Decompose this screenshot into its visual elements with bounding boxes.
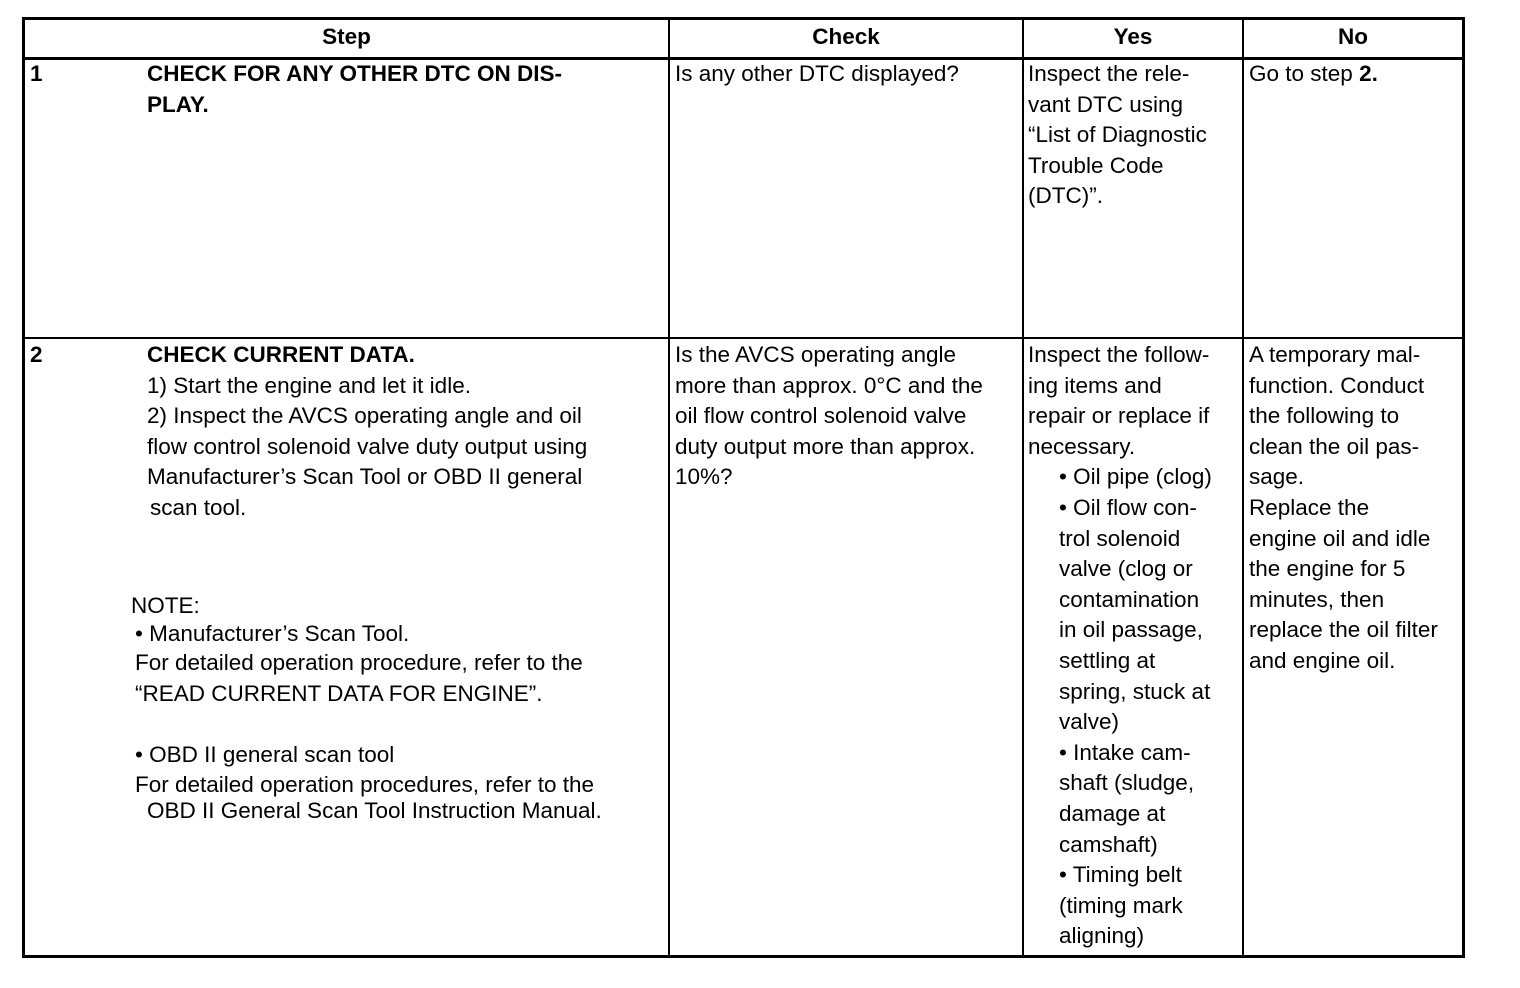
header-step: Step	[322, 24, 371, 49]
yes-item-line: valve)	[1059, 709, 1120, 735]
yes-item: • Oil pipe (clog)	[1059, 464, 1212, 490]
yes-line: “List of Diagnostic	[1028, 122, 1207, 148]
check-line: duty output more than approx.	[675, 433, 976, 459]
step-title-line: CHECK FOR ANY OTHER DTC ON DIS-	[147, 61, 563, 86]
no-line: and engine oil.	[1249, 647, 1396, 673]
column-divider	[1022, 17, 1024, 958]
header-yes: Yes	[1113, 24, 1153, 49]
no-line: Replace the	[1249, 494, 1370, 520]
yes-item-line: camshaft)	[1059, 831, 1158, 857]
yes-item-line: damage at	[1059, 800, 1166, 826]
yes-action	[1028, 340, 1241, 952]
row-divider	[22, 337, 1465, 339]
yes-item-line: settling at	[1059, 647, 1156, 673]
yes-item-line: contamination	[1059, 586, 1200, 612]
check-line: oil flow control solenoid valve	[675, 403, 967, 429]
check-line: 10%?	[675, 464, 733, 490]
no-line: the engine for 5	[1249, 556, 1406, 582]
yes-item: • Intake cam-	[1059, 739, 1191, 765]
yes-item-line: valve (clog or	[1059, 556, 1193, 582]
column-divider	[668, 17, 670, 958]
yes-line: necessary.	[1028, 433, 1136, 459]
note-bullet: • Manufacturer’s Scan Tool.	[135, 621, 410, 646]
no-line: A temporary mal-	[1249, 342, 1421, 367]
no-line: replace the oil filter	[1249, 617, 1438, 643]
note-text	[135, 648, 583, 709]
no-line: minutes, then	[1249, 586, 1385, 612]
note-text-line: “READ CURRENT DATA FOR ENGINE”.	[135, 680, 543, 706]
step-substep-line: scan tool.	[150, 494, 247, 520]
yes-line: ing items and	[1028, 372, 1162, 398]
yes-line: Trouble Code	[1028, 152, 1164, 178]
check-question	[675, 340, 1020, 493]
no-action	[1249, 340, 1463, 677]
header-check: Check	[812, 24, 880, 49]
check-line: Is any other DTC displayed?	[675, 61, 959, 86]
step-substep: 2) Inspect the AVCS operating angle and oil	[147, 403, 582, 429]
step-substep-line: flow control solenoid valve duty output using	[147, 433, 588, 459]
yes-line: vant DTC using	[1028, 91, 1184, 117]
step-title: CHECK CURRENT DATA.	[147, 342, 415, 367]
check-line: more than approx. 0°C and the	[675, 372, 983, 398]
yes-item-line: (timing mark	[1059, 892, 1183, 918]
no-line: engine oil and idle	[1249, 525, 1431, 551]
note-text-line: For detailed operation procedure, refer to the	[135, 650, 583, 675]
no-line: sage.	[1249, 464, 1305, 490]
yes-item-line: trol solenoid	[1059, 525, 1181, 551]
yes-line: Inspect the rele-	[1028, 61, 1190, 86]
yes-item-line: spring, stuck at	[1059, 678, 1211, 704]
step-procedure	[147, 340, 587, 524]
note-text-line: For detailed operation procedures, refer to the	[135, 772, 595, 797]
no-line: clean the oil pas-	[1249, 433, 1420, 459]
yes-line: Inspect the follow-	[1028, 342, 1210, 367]
yes-action	[1028, 59, 1241, 212]
no-line: function. Conduct	[1249, 372, 1425, 398]
step-title	[147, 59, 562, 120]
yes-item: • Timing belt	[1059, 862, 1182, 888]
step-number: 2	[30, 342, 43, 367]
yes-item-line: aligning)	[1059, 923, 1145, 949]
no-step-ref: 2.	[1359, 61, 1378, 86]
yes-line: repair or replace if	[1028, 403, 1210, 429]
no-line: the following to	[1249, 403, 1400, 429]
step-number: 1	[30, 61, 43, 86]
no-action	[1249, 59, 1463, 90]
check-question	[675, 59, 1020, 90]
no-text: Go to step	[1249, 61, 1360, 86]
note-label: NOTE:	[131, 593, 200, 618]
note-text-line: OBD II General Scan Tool Instruction Manual.	[147, 798, 602, 823]
note-bullet: • OBD II general scan tool	[135, 742, 395, 767]
step-substep: 1) Start the engine and let it idle.	[147, 372, 471, 398]
yes-item-line: shaft (sludge,	[1059, 770, 1195, 796]
yes-line: (DTC)”.	[1028, 183, 1103, 209]
header-no: No	[1338, 24, 1368, 49]
column-divider	[1242, 17, 1244, 958]
yes-item: • Oil flow con-	[1059, 494, 1197, 520]
check-line: Is the AVCS operating angle	[675, 342, 957, 367]
yes-item-line: in oil passage,	[1059, 617, 1203, 643]
step-substep-line: Manufacturer’s Scan Tool or OBD II general	[147, 464, 583, 490]
step-title-line: PLAY.	[147, 91, 209, 117]
